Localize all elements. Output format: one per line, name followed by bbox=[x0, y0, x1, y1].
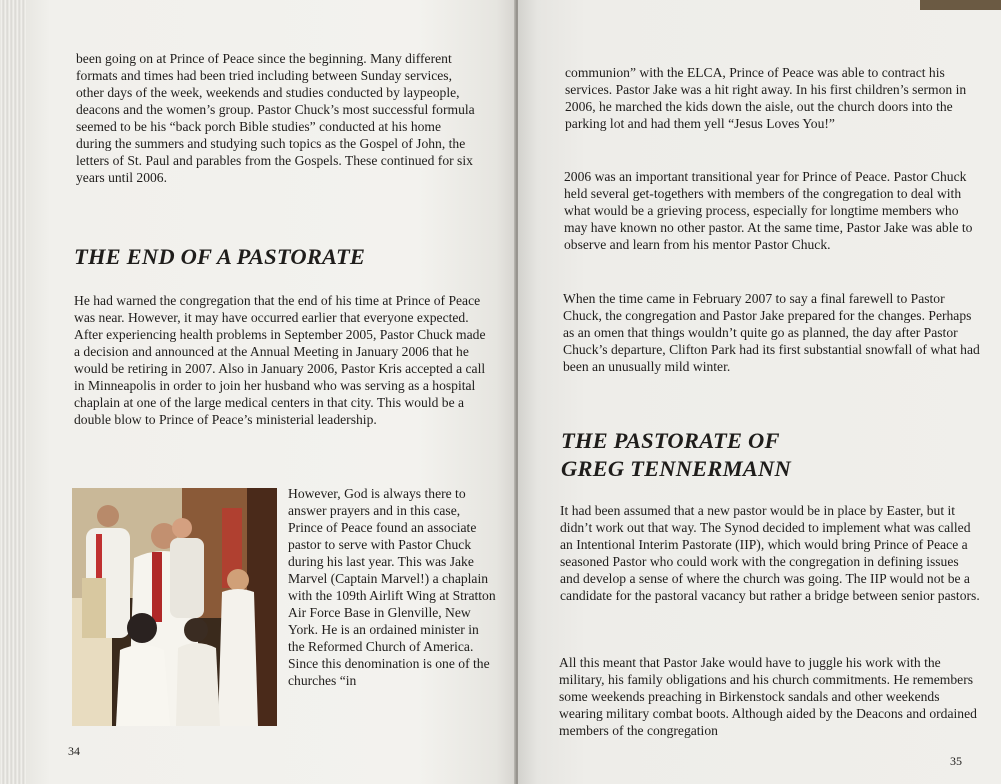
page-edge-stack bbox=[0, 0, 26, 784]
right-paragraph-1: communion” with the ELCA, Prince of Peace was able to contract his services. Pastor Jake was a hit right away. In his first children’s sermon in 2006, he marched the kids down the aisle, out the church doors into the parking lot and had them yell “Jesus Loves You!” bbox=[565, 65, 967, 131]
left-paragraph-1: been going on at Prince of Peace since the beginning. Many different formats and times had been tried including between Sunday services, other days of the week, weekends and studies conducted by laypeople, deacons and the women’s group. Pastor Chuck’s most successful formula seemed to be his “back porch Bible studies” conducted at his home during the summers and studying such topics as the Gospel of John, the letters of St. Paul and parables from the Gospels. These continued for six years until 2006. bbox=[76, 51, 475, 185]
page-number-left: 34 bbox=[68, 744, 80, 758]
left-page bbox=[26, 0, 516, 784]
section-heading-end-of-pastorate: THE END OF A PASTORATE bbox=[74, 244, 366, 269]
left-paragraph-2: He had warned the congregation that the end of his time at Prince of Peace was near. However, it may have occurred earlier that everyone expected. After experiencing health problems in September 2005, Pastor Chuck made a decision and announced at the Annual Meeting in January 2006 that he would be retiring in 2007. Also in January 2006, Pastor Kris accepted a call in Minneapolis in order to join her husband who was serving as a hospital chaplain at one of the large medical centers in that city. This would be a double blow to Prince of Peace’s ministerial leadership. bbox=[74, 293, 486, 427]
right-paragraph-3: When the time came in February 2007 to say a final farewell to Pastor Chuck, the congregation and Pastor Jake prepared for the changes. Perhaps as an omen that things wouldn’t quite go as planned, the day after Pastor Chuck’s departure, Clifton Park had its first substantial snowfall of what had been an unusually mild winter. bbox=[563, 291, 980, 374]
page-number-right: 35 bbox=[950, 754, 962, 768]
right-paragraph-4: It had been assumed that a new pastor would be in place by Easter, but it didn’t work out that way. The Synod decided to implement what was called an Intentional Interim Pastorate (IIP), which would bring Prince of Peace a seasoned Pastor who could work with the congregation in defining issues and develop a sense of where the church was going. The IIP would not be a candidate for the pastoral vacancy but rather a bridge between senior pastors. bbox=[560, 503, 980, 603]
section-heading-pastorate-line-1: THE PASTORATE OF bbox=[561, 428, 780, 453]
background-corner bbox=[920, 0, 1001, 10]
right-paragraph-2: 2006 was an important transitional year for Prince of Peace. Pastor Chuck held several get-togethers with members of the congregation to deal with what would be a grieving process, especially for longtime members who may have known no other pastor. At the same time, Pastor Jake was able to observe and learn from his mentor Pastor Chuck. bbox=[564, 169, 973, 252]
left-paragraph-3: However, God is always there to answer prayers and in this case, Prince of Peace found an associate pastor to serve with Pastor Chuck during his last year. This was Jake Marvel (Captain Marvel!) a chaplain with the 109th Airlift Wing at Stratton Air Force Base in Glenville, New York. He is an ordained minister in the Reformed Church of America. Since this denomination is one of the churches “in bbox=[288, 486, 496, 688]
section-heading-pastorate-line-2: GREG TENNERMANN bbox=[561, 456, 791, 481]
right-paragraph-5: All this meant that Pastor Jake would have to juggle his work with the military, his family obligations and his church commitments. He remembers some weekends preaching in Birkenstock sandals and other weekends wearing military combat boots. Although aided by the Deacons and ordained members of the congregation bbox=[559, 655, 977, 738]
ordination-photo bbox=[72, 488, 277, 726]
right-page bbox=[518, 0, 1001, 784]
